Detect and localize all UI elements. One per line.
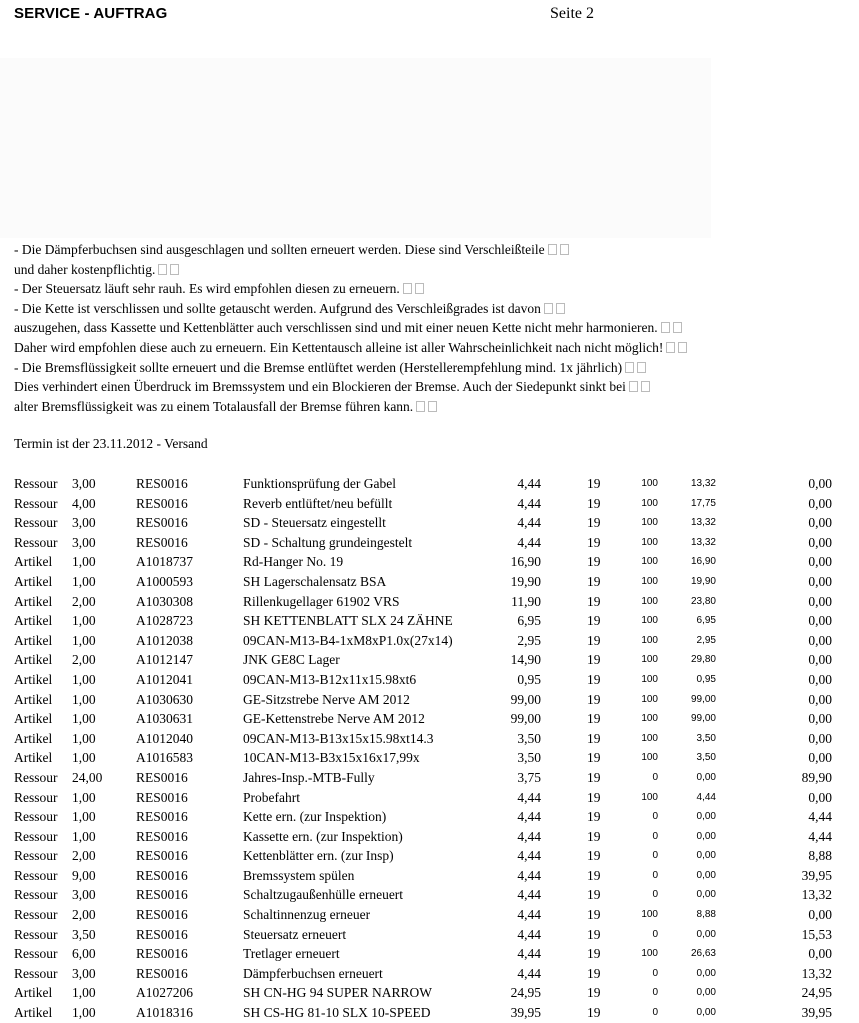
item-code: A1028723 — [136, 613, 193, 629]
item-amount: 0,00 — [696, 889, 716, 901]
item-description: Rd-Hanger No. 19 — [243, 554, 344, 570]
item-quantity: 3,00 — [72, 965, 96, 981]
item-vat: 19 — [587, 515, 601, 531]
item-total: 4,44 — [808, 828, 832, 844]
item-amount: 19,90 — [690, 575, 716, 587]
item-unit-price: 4,44 — [517, 946, 541, 962]
item-code: RES0016 — [136, 809, 188, 825]
item-vat: 19 — [587, 887, 601, 903]
item-amount: 13,32 — [690, 536, 716, 548]
table-row — [0, 552, 859, 572]
note-line: und daher kostenpflichtig. — [14, 260, 854, 280]
item-amount: 99,00 — [690, 693, 716, 705]
item-quantity: 2,00 — [72, 593, 96, 609]
table-row — [0, 494, 859, 514]
item-code: RES0016 — [136, 789, 188, 805]
item-percent: 0 — [652, 830, 658, 842]
item-total: 24,95 — [801, 985, 832, 1001]
table-row — [0, 983, 859, 1003]
item-type: Artikel — [14, 554, 53, 570]
item-quantity: 1,00 — [72, 632, 96, 648]
item-vat: 19 — [587, 476, 601, 491]
item-percent: 100 — [641, 497, 658, 509]
item-type: Artikel — [14, 750, 53, 766]
item-amount: 3,50 — [696, 732, 716, 744]
item-quantity: 1,00 — [72, 985, 96, 1001]
item-quantity: 1,00 — [72, 828, 96, 844]
item-vat: 19 — [587, 828, 601, 844]
item-amount: 0,00 — [696, 811, 716, 823]
item-quantity: 3,00 — [72, 515, 96, 531]
item-vat: 19 — [587, 691, 601, 707]
item-unit-price: 4,44 — [517, 887, 541, 903]
item-vat: 19 — [587, 671, 601, 687]
item-total: 0,00 — [808, 691, 832, 707]
item-description: Kette ern. (zur Inspektion) — [243, 809, 387, 825]
item-description: SH CS-HG 81-10 SLX 10-SPEED — [243, 1005, 431, 1021]
item-vat: 19 — [587, 711, 601, 727]
item-unit-price: 2,95 — [517, 632, 541, 648]
appointment-note: Termin ist der 23.11.2012 - Versand — [14, 436, 208, 451]
item-percent: 100 — [641, 536, 658, 548]
item-amount: 13,32 — [690, 517, 716, 529]
item-code: A1027206 — [136, 985, 193, 1001]
item-vat: 19 — [587, 495, 601, 511]
page-number: Seite 2 — [550, 5, 594, 22]
item-type: Artikel — [14, 573, 53, 589]
item-percent: 100 — [641, 752, 658, 764]
item-amount: 17,75 — [690, 497, 716, 509]
item-description: Probefahrt — [243, 789, 300, 805]
item-percent: 100 — [641, 732, 658, 744]
item-code: A1018737 — [136, 554, 193, 570]
item-unit-price: 99,00 — [510, 711, 541, 727]
item-vat: 19 — [587, 534, 601, 550]
item-percent: 100 — [641, 595, 658, 607]
item-unit-price: 3,50 — [517, 730, 541, 746]
item-type: Artikel — [14, 671, 53, 687]
item-unit-price: 4,44 — [517, 809, 541, 825]
item-quantity: 1,00 — [72, 730, 96, 746]
item-vat: 19 — [587, 593, 601, 609]
item-amount: 0,00 — [696, 771, 716, 783]
item-type: Ressour — [14, 965, 58, 981]
note-line: - Die Dämpferbuchsen sind ausgeschlagen und sollten erneuert werden. Diese sind Verschleißteile — [14, 240, 854, 260]
item-description: SH CN-HG 94 SUPER NARROW — [243, 985, 433, 1001]
item-unit-price: 14,90 — [510, 652, 541, 668]
item-total: 0,00 — [808, 711, 832, 727]
table-row — [0, 944, 859, 964]
item-amount: 0,00 — [696, 850, 716, 862]
item-code: RES0016 — [136, 965, 188, 981]
item-code: RES0016 — [136, 946, 188, 962]
item-total: 0,00 — [808, 750, 832, 766]
item-code: RES0016 — [136, 769, 188, 785]
item-code: RES0016 — [136, 476, 188, 491]
item-total: 0,00 — [808, 534, 832, 550]
note-line: Dies verhindert einen Überdruck im Bremssystem und ein Blockieren der Bremse. Auch der Siedepunkt sinkt bei — [14, 377, 854, 397]
line-items-table — [0, 474, 859, 1023]
item-percent: 100 — [641, 909, 658, 921]
item-description: Kassette ern. (zur Inspektion) — [243, 828, 403, 844]
note-line: - Die Kette ist verschlissen und sollte getauscht werden. Aufgrund des Verschleißgrades ist davon — [14, 299, 854, 319]
item-vat: 19 — [587, 946, 601, 962]
item-total: 0,00 — [808, 515, 832, 531]
item-total: 0,00 — [808, 554, 832, 570]
item-description: GE-Sitzstrebe Nerve AM 2012 — [243, 691, 410, 707]
item-quantity: 1,00 — [72, 554, 96, 570]
table-row — [0, 474, 859, 494]
item-description: SD - Steuersatz eingestellt — [243, 515, 386, 531]
item-code: RES0016 — [136, 887, 188, 903]
item-percent: 0 — [652, 987, 658, 999]
item-total: 0,00 — [808, 907, 832, 923]
item-vat: 19 — [587, 769, 601, 785]
table-row — [0, 611, 859, 631]
table-row — [0, 964, 859, 984]
item-percent: 0 — [652, 869, 658, 881]
item-description: Kettenblätter ern. (zur Insp) — [243, 848, 394, 864]
item-amount: 23,80 — [690, 595, 716, 607]
item-type: Ressour — [14, 907, 58, 923]
item-unit-price: 4,44 — [517, 926, 541, 942]
item-code: A1012147 — [136, 652, 193, 668]
item-unit-price: 4,44 — [517, 965, 541, 981]
item-type: Ressour — [14, 867, 58, 883]
item-code: A1012040 — [136, 730, 193, 746]
item-amount: 0,95 — [696, 673, 716, 685]
item-quantity: 4,00 — [72, 495, 96, 511]
item-code: A1012041 — [136, 671, 193, 687]
item-quantity: 2,00 — [72, 652, 96, 668]
item-code: A1030630 — [136, 691, 193, 707]
item-vat: 19 — [587, 985, 601, 1001]
item-quantity: 3,00 — [72, 887, 96, 903]
item-vat: 19 — [587, 789, 601, 805]
item-amount: 16,90 — [690, 556, 716, 568]
item-amount: 6,95 — [696, 615, 716, 627]
item-type: Ressour — [14, 809, 58, 825]
table-row — [0, 690, 859, 710]
item-description: Jahres-Insp.-MTB-Fully — [243, 769, 375, 785]
item-unit-price: 24,95 — [510, 985, 541, 1001]
item-amount: 29,80 — [690, 654, 716, 666]
item-percent: 100 — [641, 575, 658, 587]
item-code: RES0016 — [136, 515, 188, 531]
item-vat: 19 — [587, 926, 601, 942]
item-quantity: 3,00 — [72, 534, 96, 550]
item-quantity: 1,00 — [72, 750, 96, 766]
item-total: 13,32 — [801, 887, 832, 903]
item-unit-price: 39,95 — [510, 1005, 541, 1021]
item-quantity: 2,00 — [72, 848, 96, 864]
table-row — [0, 788, 859, 808]
item-quantity: 1,00 — [72, 789, 96, 805]
item-type: Artikel — [14, 632, 53, 648]
item-percent: 100 — [641, 948, 658, 960]
item-total: 0,00 — [808, 476, 832, 491]
item-type: Artikel — [14, 691, 53, 707]
item-code: A1018316 — [136, 1005, 193, 1021]
item-quantity: 1,00 — [72, 1005, 96, 1021]
item-percent: 100 — [641, 654, 658, 666]
item-total: 39,95 — [801, 1005, 832, 1021]
item-unit-price: 4,44 — [517, 495, 541, 511]
item-percent: 100 — [641, 791, 658, 803]
item-unit-price: 16,90 — [510, 554, 541, 570]
item-total: 15,53 — [801, 926, 832, 942]
item-unit-price: 4,44 — [517, 867, 541, 883]
item-description: 09CAN-M13-B4-1xM8xP1.0x(27x14) — [243, 632, 453, 648]
item-unit-price: 4,44 — [517, 534, 541, 550]
table-row — [0, 670, 859, 690]
note-line: - Der Steuersatz läuft sehr rauh. Es wird empfohlen diesen zu erneuern. — [14, 279, 854, 299]
item-description: Reverb entlüftet/neu befüllt — [243, 495, 393, 511]
item-vat: 19 — [587, 907, 601, 923]
table-row — [0, 650, 859, 670]
item-total: 0,00 — [808, 652, 832, 668]
item-description: Rillenkugellager 61902 VRS — [243, 593, 400, 609]
item-code: RES0016 — [136, 495, 188, 511]
item-vat: 19 — [587, 632, 601, 648]
item-amount: 2,95 — [696, 634, 716, 646]
item-amount: 0,00 — [696, 928, 716, 940]
item-code: RES0016 — [136, 828, 188, 844]
item-description: Steuersatz erneuert — [243, 926, 347, 942]
table-row — [0, 533, 859, 553]
item-description: 09CAN-M13-B12x11x15.98xt6 — [243, 671, 417, 687]
item-unit-price: 4,44 — [517, 907, 541, 923]
item-quantity: 9,00 — [72, 867, 96, 883]
item-amount: 3,50 — [696, 752, 716, 764]
item-percent: 100 — [641, 615, 658, 627]
note-line: alter Bremsflüssigkeit was zu einem Totalausfall der Bremse führen kann. — [14, 397, 854, 417]
item-unit-price: 4,44 — [517, 476, 541, 491]
item-type: Ressour — [14, 946, 58, 962]
item-description: SH Lagerschalensatz BSA — [243, 573, 387, 589]
item-percent: 100 — [641, 693, 658, 705]
table-row — [0, 709, 859, 729]
item-type: Artikel — [14, 730, 53, 746]
note-line: auszugehen, dass Kassette und Kettenblätter auch verschlissen sind und mit einer neuen Kette nicht mehr harmonieren. — [14, 318, 854, 338]
table-row — [0, 866, 859, 886]
item-vat: 19 — [587, 809, 601, 825]
item-description: Schaltzugaußenhülle erneuert — [243, 887, 404, 903]
item-total: 89,90 — [801, 769, 832, 785]
item-quantity: 1,00 — [72, 711, 96, 727]
item-description: Schaltinnenzug erneuer — [243, 907, 371, 923]
item-quantity: 3,00 — [72, 476, 96, 491]
item-total: 0,00 — [808, 613, 832, 629]
item-unit-price: 4,44 — [517, 789, 541, 805]
item-quantity: 1,00 — [72, 671, 96, 687]
item-quantity: 3,50 — [72, 926, 96, 942]
item-percent: 0 — [652, 850, 658, 862]
item-description: 10CAN-M13-B3x15x16x17,99x — [243, 750, 420, 766]
item-total: 8,88 — [808, 848, 832, 864]
item-percent: 100 — [641, 478, 658, 489]
item-percent: 100 — [641, 713, 658, 725]
item-code: A1000593 — [136, 573, 193, 589]
item-code: A1030631 — [136, 711, 193, 727]
item-type: Ressour — [14, 848, 58, 864]
item-type: Artikel — [14, 593, 53, 609]
item-type: Ressour — [14, 789, 58, 805]
table-row — [0, 827, 859, 847]
item-type: Artikel — [14, 985, 53, 1001]
item-type: Ressour — [14, 926, 58, 942]
item-percent: 0 — [652, 771, 658, 783]
item-code: A1016583 — [136, 750, 193, 766]
table-row — [0, 748, 859, 768]
table-row — [0, 925, 859, 945]
item-amount: 8,88 — [696, 909, 716, 921]
item-percent: 100 — [641, 673, 658, 685]
table-row — [0, 592, 859, 612]
item-quantity: 24,00 — [72, 769, 103, 785]
item-unit-price: 99,00 — [510, 691, 541, 707]
table-row — [0, 631, 859, 651]
item-type: Artikel — [14, 652, 53, 668]
item-vat: 19 — [587, 554, 601, 570]
item-code: RES0016 — [136, 534, 188, 550]
item-type: Artikel — [14, 613, 53, 629]
item-quantity: 1,00 — [72, 691, 96, 707]
item-unit-price: 3,50 — [517, 750, 541, 766]
item-vat: 19 — [587, 848, 601, 864]
blank-area — [0, 58, 711, 238]
item-total: 0,00 — [808, 495, 832, 511]
table-row — [0, 1003, 859, 1023]
item-code: RES0016 — [136, 926, 188, 942]
item-description: SD - Schaltung grundeingestelt — [243, 534, 413, 550]
item-percent: 100 — [641, 634, 658, 646]
item-quantity: 1,00 — [72, 613, 96, 629]
item-code: RES0016 — [136, 907, 188, 923]
item-code: RES0016 — [136, 848, 188, 864]
item-type: Artikel — [14, 711, 53, 727]
item-quantity: 6,00 — [72, 946, 96, 962]
note-line: - Die Bremsflüssigkeit sollte erneuert und die Bremse entlüftet werden (Herstellerempfehlung mind. 1x jährlich) — [14, 358, 854, 378]
item-percent: 100 — [641, 517, 658, 529]
item-total: 39,95 — [801, 867, 832, 883]
item-total: 0,00 — [808, 671, 832, 687]
item-description: Tretlager erneuert — [243, 946, 340, 962]
item-vat: 19 — [587, 573, 601, 589]
item-amount: 0,00 — [696, 967, 716, 979]
table-row — [0, 846, 859, 866]
item-description: 09CAN-M13-B13x15x15.98xt14.3 — [243, 730, 434, 746]
item-vat: 19 — [587, 730, 601, 746]
item-code: A1030308 — [136, 593, 193, 609]
item-unit-price: 0,95 — [517, 671, 541, 687]
item-percent: 0 — [652, 928, 658, 940]
item-quantity: 2,00 — [72, 907, 96, 923]
item-type: Ressour — [14, 515, 58, 531]
item-type: Artikel — [14, 1005, 53, 1021]
table-row — [0, 807, 859, 827]
table-row — [0, 572, 859, 592]
item-unit-price: 6,95 — [517, 613, 541, 629]
table-row — [0, 905, 859, 925]
item-code: A1012038 — [136, 632, 193, 648]
item-type: Ressour — [14, 534, 58, 550]
item-amount: 0,00 — [696, 830, 716, 842]
item-total: 4,44 — [808, 809, 832, 825]
item-amount: 13,32 — [690, 478, 716, 489]
item-description: Dämpferbuchsen erneuert — [243, 965, 383, 981]
item-type: Ressour — [14, 476, 58, 491]
note-line: Daher wird empfohlen diese auch zu erneuern. Ein Kettentausch alleine ist aller Wahrscheinlichkeit nach nicht möglich! — [14, 338, 854, 358]
item-code: RES0016 — [136, 867, 188, 883]
item-vat: 19 — [587, 613, 601, 629]
item-percent: 0 — [652, 967, 658, 979]
item-type: Ressour — [14, 495, 58, 511]
item-total: 0,00 — [808, 632, 832, 648]
item-type: Ressour — [14, 769, 58, 785]
item-quantity: 1,00 — [72, 573, 96, 589]
item-unit-price: 4,44 — [517, 848, 541, 864]
item-unit-price: 4,44 — [517, 515, 541, 531]
item-percent: 100 — [641, 556, 658, 568]
table-row — [0, 885, 859, 905]
item-percent: 0 — [652, 889, 658, 901]
item-description: JNK GE8C Lager — [243, 652, 340, 668]
item-unit-price: 4,44 — [517, 828, 541, 844]
item-unit-price: 3,75 — [517, 769, 541, 785]
item-type: Ressour — [14, 828, 58, 844]
item-vat: 19 — [587, 652, 601, 668]
item-type: Ressour — [14, 887, 58, 903]
item-unit-price: 19,90 — [510, 573, 541, 589]
item-amount: 26,63 — [690, 948, 716, 960]
item-description: GE-Kettenstrebe Nerve AM 2012 — [243, 711, 425, 727]
item-amount: 0,00 — [696, 869, 716, 881]
item-description: Bremssystem spülen — [243, 867, 355, 883]
item-amount: 4,44 — [696, 791, 716, 803]
item-amount: 0,00 — [696, 987, 716, 999]
item-description: SH KETTENBLATT SLX 24 ZÄHNE — [243, 613, 453, 629]
service-notes — [14, 240, 854, 416]
item-total: 0,00 — [808, 593, 832, 609]
document-title: SERVICE - AUFTRAG — [14, 5, 168, 22]
table-row — [0, 768, 859, 788]
item-description: Funktionsprüfung der Gabel — [243, 476, 396, 491]
item-vat: 19 — [587, 867, 601, 883]
item-total: 0,00 — [808, 573, 832, 589]
item-total: 0,00 — [808, 730, 832, 746]
item-amount: 99,00 — [690, 713, 716, 725]
item-quantity: 1,00 — [72, 809, 96, 825]
table-row — [0, 513, 859, 533]
item-total: 13,32 — [801, 965, 832, 981]
item-amount: 0,00 — [696, 1007, 716, 1019]
item-total: 0,00 — [808, 946, 832, 962]
item-vat: 19 — [587, 1005, 601, 1021]
item-percent: 0 — [652, 1007, 658, 1019]
item-total: 0,00 — [808, 789, 832, 805]
item-unit-price: 11,90 — [511, 593, 541, 609]
item-percent: 0 — [652, 811, 658, 823]
table-row — [0, 729, 859, 749]
item-vat: 19 — [587, 965, 601, 981]
item-vat: 19 — [587, 750, 601, 766]
